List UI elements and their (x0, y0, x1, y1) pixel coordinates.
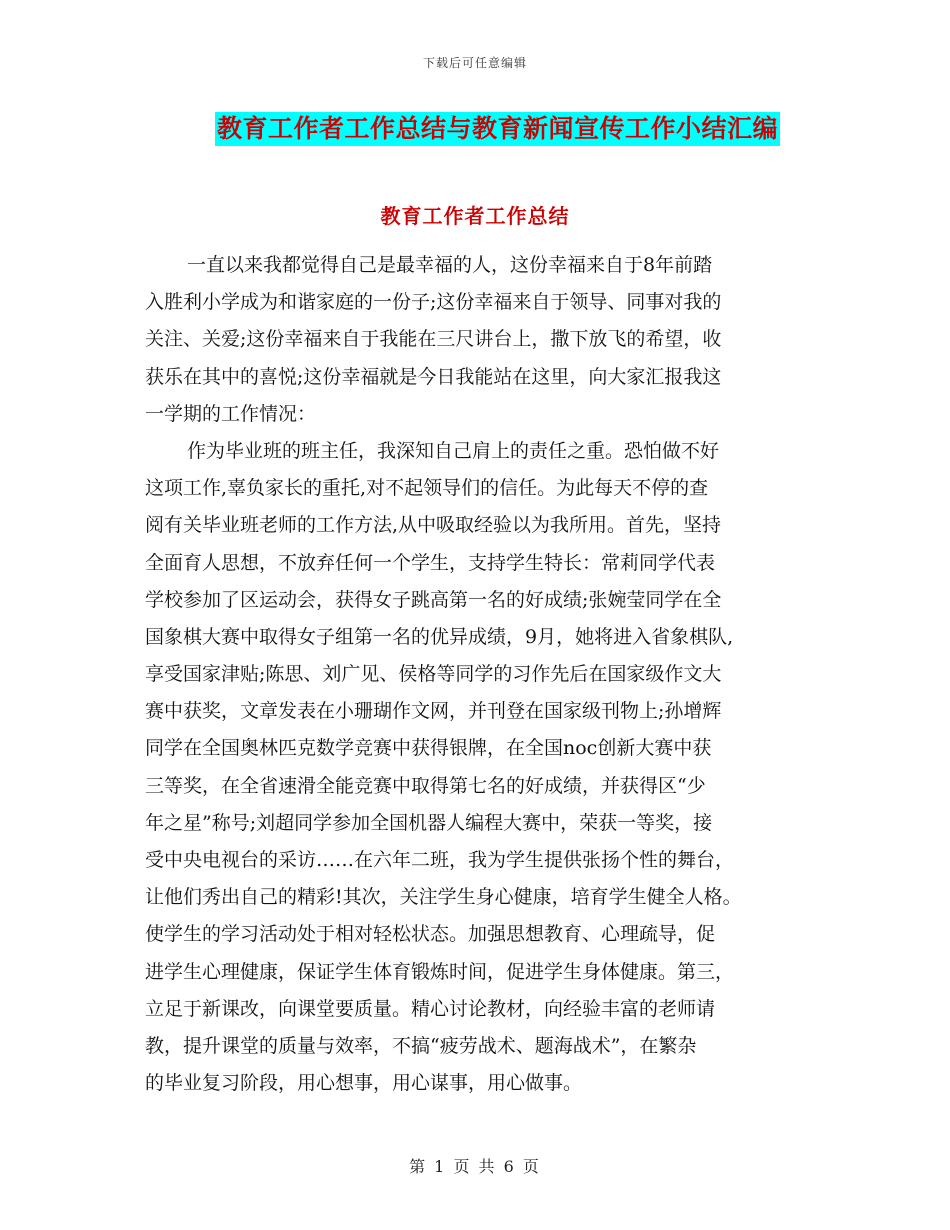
main-title: 教育工作者工作总结与教育新闻宣传工作小结汇编 (215, 112, 780, 146)
text-line: 获乐在其中的喜悦;这份幸福就是今日我能站在这里，向大家汇报我这 (145, 365, 722, 388)
body-text (145, 247, 821, 1102)
text-line: 关注、关爱;这份幸福来自于我能在三尺讲台上，撒下放飞的希望，收 (145, 328, 722, 351)
section-title: 教育工作者工作总结 (380, 204, 570, 228)
text-line: 受中央电视台的采访……在六年二班，我为学生提供张扬个性的舞台， (145, 849, 735, 871)
text-line: 使学生的学习活动处于相对轻松状态。加强思想教育、心理疏导，促 (145, 923, 716, 946)
text-line: 立足于新课改，向课堂要质量。精心讨论教材，向经验丰富的老师请 (145, 997, 716, 1020)
text-line: 享受国家津贴;陈思、刘广见、侯格等同学的习作先后在国家级作文大 (145, 663, 722, 686)
text-line: 这项工作,辜负家长的重托,对不起领导们的信任。为此每天不停的查 (145, 477, 709, 500)
text-line: 赛中获奖，文章发表在小珊瑚作文网，并刊登在国家级刊物上;孙增辉 (145, 700, 722, 723)
text-line: 同学在全国奥林匹克数学竞赛中获得银牌，在全国noc创新大赛中获 (145, 737, 712, 760)
text-line: 一学期的工作情况： (145, 402, 317, 425)
text-line: 三等奖，在全省速滑全能竞赛中取得第七名的好成绩，并获得区“少 (145, 774, 706, 797)
text-line: 作为毕业班的班主任，我深知自己肩上的责任之重。恐怕做不好 (187, 439, 720, 462)
text-line: 让他们秀出自己的精彩!其次，关注学生身心健康，培育学生健全人格。 (145, 886, 742, 909)
text-line: 全面育人思想，不放弃任何一个学生，支持学生特长：常莉同学代表 (145, 551, 716, 574)
text-line: 进学生心理健康，保证学生体育锻炼时间，促进学生身体健康。第三， (145, 960, 735, 983)
header-note: 下载后可任意编辑 (422, 56, 527, 70)
text-line: 一直以来我都觉得自己是最幸福的人，这份幸福来自于8年前踏 (187, 254, 713, 276)
text-line: 年之星”称号;刘超同学参加全国机器人编程大赛中，荣获一等奖，接 (145, 811, 713, 834)
text-line: 入胜利小学成为和谐家庭的一份子;这份幸福来自于领导、同事对我的 (145, 291, 722, 314)
text-line: 的毕业复习阶段，用心想事，用心谋事，用心做事。 (145, 1072, 583, 1095)
text-line: 教，提升课堂的质量与效率，不搞“疲劳战术、题海战术”，在繁杂 (145, 1034, 697, 1057)
text-line: 国象棋大赛中取得女子组第一名的优异成绩，9月，她将进入省象棋队, (145, 625, 734, 648)
text-line: 阅有关毕业班老师的工作方法,从中吸取经验以为我所用。首先，坚持 (145, 514, 722, 537)
page-footer: 第 1 页 共 6 页 (409, 1157, 541, 1176)
main-title-wrap (0, 112, 950, 146)
text-line: 学校参加了区运动会，获得女子跳高第一名的好成绩;张婉莹同学在全 (145, 588, 722, 611)
